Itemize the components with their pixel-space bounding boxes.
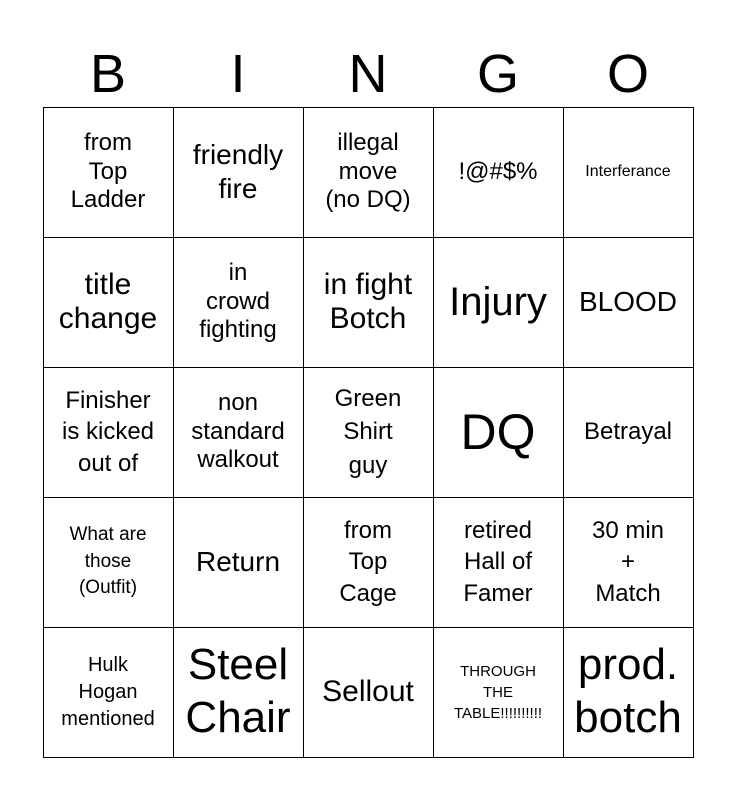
bingo-cell[interactable] [303,107,434,238]
bingo-cell[interactable] [563,497,694,628]
header-letter-g: G [476,44,519,104]
bingo-cell[interactable] [303,237,434,368]
cell-label: Hulk Hogan mentioned [61,653,155,730]
bingo-cell[interactable] [43,497,174,628]
bingo-cell[interactable] [433,497,564,628]
cell-label: What are those (Outfit) [69,524,147,599]
bingo-cell[interactable] [43,627,174,758]
bingo-cell[interactable] [173,627,304,758]
bingo-cell[interactable] [173,107,304,238]
cell-label: Steel Chair [185,640,291,742]
cell-label: from Top Cage [339,517,397,607]
cell-label: Betrayal [583,417,673,445]
cell-label: Return [195,546,281,578]
cell-label: friendly fire [192,139,284,204]
bingo-cell[interactable] [303,367,434,498]
cell-label: BLOOD [578,286,678,318]
bingo-cell[interactable] [43,107,174,238]
cell-label: retired Hall of Famer [463,517,533,607]
cell-label: !@#$% [458,157,538,185]
cell-label: title change [58,267,158,335]
cell-label: THROUGH THE TABLE!!!!!!!!!! [453,662,543,722]
bingo-cell[interactable] [563,107,694,238]
bingo-cell[interactable] [173,237,304,368]
cell-label: Green Shirt guy [334,384,402,479]
bingo-cell[interactable] [303,497,434,628]
cell-label: DQ [460,404,536,460]
header-letter-o: O [606,44,649,104]
header-letter-b: B [89,44,127,104]
cell-label: Interferance [585,163,671,181]
bingo-board [43,107,693,757]
bingo-cell[interactable] [563,367,694,498]
bingo-header [43,40,693,108]
header-letter-n: N [348,44,388,104]
cell-label: in fight Botch [323,267,413,335]
bingo-cell[interactable] [433,237,564,368]
cell-label: Sellout [322,674,414,708]
bingo-cell[interactable] [43,237,174,368]
cell-label: Finisher is kicked out of [61,387,155,477]
bingo-cell[interactable] [433,107,564,238]
cell-label: non standard walkout [191,388,285,474]
bingo-cell[interactable] [563,627,694,758]
bingo-cell[interactable] [173,367,304,498]
bingo-cell[interactable] [303,627,434,758]
cell-label: Injury [449,280,547,324]
bingo-cell[interactable] [433,627,564,758]
bingo-cell[interactable] [433,367,564,498]
cell-label: in crowd fighting [199,258,277,344]
cell-label: illegal move (no DQ) [325,128,411,214]
cell-label: 30 min + Match [591,517,665,607]
bingo-cell[interactable] [563,237,694,368]
header-letter-i: I [230,44,246,104]
cell-label: from Top Ladder [70,128,146,214]
bingo-cell[interactable] [173,497,304,628]
bingo-cell[interactable] [43,367,174,498]
cell-label: prod. botch [574,640,682,742]
